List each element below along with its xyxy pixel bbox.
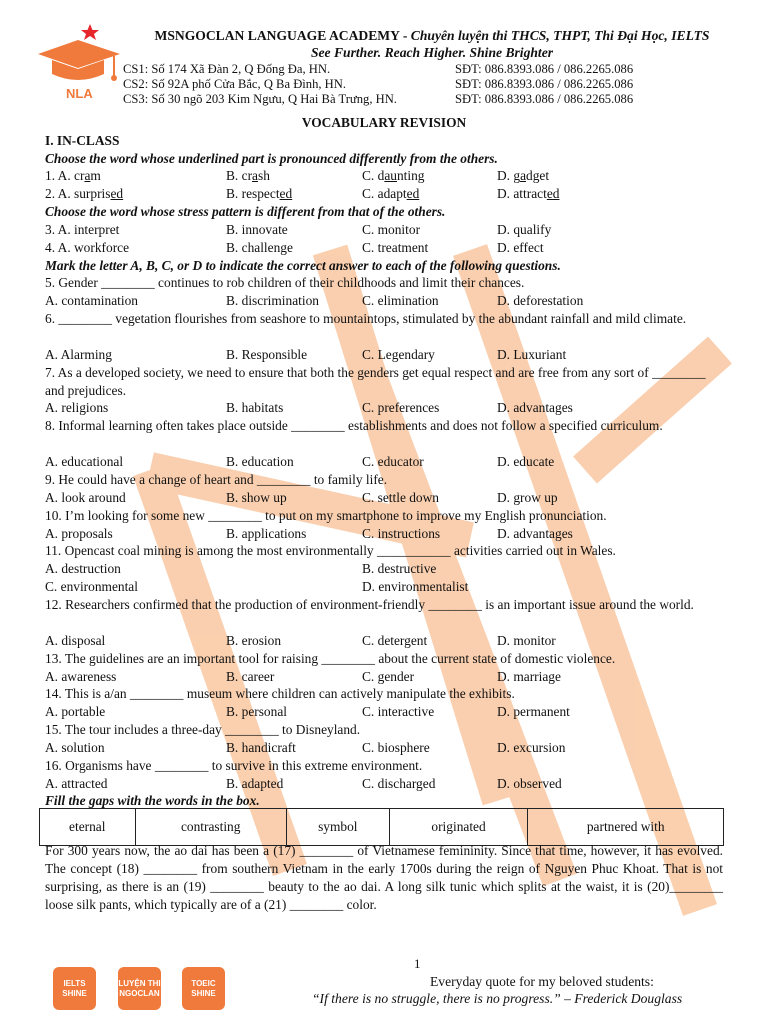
campus-address: CS3: Số 30 ngõ 203 Kim Ngưu, Q Hai Bà Trưng, HN.: [123, 92, 397, 106]
option-d: D. gadget: [497, 168, 550, 183]
academy-heading: MSNGOCLAN LANGUAGE ACADEMY - Chuyên luyện thi THCS, THPT, Thi Đại Học, IELTS: [154, 28, 710, 43]
academy-name: MSNGOCLAN LANGUAGE ACADEMY: [154, 28, 400, 43]
question-stem: 5. Gender ________ continues to rob children of their childhoods and limit their chances.: [45, 275, 525, 290]
option-d: D. effect: [497, 240, 544, 255]
option-c: C. environmental: [45, 579, 138, 594]
option-a: A. attracted: [45, 776, 108, 791]
option-c: C. discharged: [362, 776, 436, 791]
question-row: 3. A. interpret: [45, 222, 120, 237]
campus-address: CS2: Số 92A phố Cửa Bắc, Q Ba Đình, HN.: [123, 77, 347, 91]
campus-phone: SĐT: 086.8393.086 / 086.2265.086: [455, 62, 634, 76]
option-d: D. advantages: [497, 400, 573, 415]
option-c: C. preferences: [362, 400, 440, 415]
campus-address: CS1: Số 174 Xã Đàn 2, Q Đống Đa, HN.: [123, 62, 331, 76]
option-b: B. career: [226, 669, 275, 684]
option-a: A. destruction: [45, 561, 121, 576]
option-d: D. deforestation: [497, 293, 584, 308]
option-b: B. applications: [226, 526, 307, 541]
option-b: B. Responsible: [226, 347, 308, 362]
letterhead: [0, 0, 768, 110]
option-b: B. discrimination: [226, 293, 319, 308]
option-b: B. crash: [226, 168, 270, 183]
question-stem: 7. As a developed society, we need to ensure that both the genders get equal respect and are free from any sort of ________ and prejudices.: [45, 365, 706, 398]
page-number: 1: [414, 956, 421, 971]
option-c: C. gender: [362, 669, 415, 684]
nla-logo: [30, 22, 125, 102]
daily-quote: “If there is no struggle, there is no progress.” – Frederick Douglass: [312, 991, 683, 1006]
campus-phone: SĐT: 086.8393.086 / 086.2265.086: [455, 92, 634, 106]
word-box-cell: contrasting: [135, 809, 286, 846]
academy-motto: See Further. Reach Higher. Shine Brighter: [310, 45, 554, 60]
option-d: D. educate: [497, 454, 555, 469]
question-stem: 8. Informal learning often takes place outside ________ establishments and does not follow a specified curriculum.: [45, 418, 663, 433]
question-stem: 13. The guidelines are an important tool for raising ________ about the current state of domestic violence.: [45, 651, 616, 666]
option-c: C. Legendary: [362, 347, 435, 362]
option-c: C. daunting: [362, 168, 425, 183]
word-box-cell: symbol: [286, 809, 389, 846]
question-stem: 12. Researchers confirmed that the production of environment-friendly ________ is an important issue around the world.: [45, 597, 694, 612]
question-stem: 16. Organisms have ________ to survive in this extreme environment.: [45, 758, 423, 773]
section-heading: I. IN-CLASS: [45, 133, 120, 148]
option-a: A. look around: [45, 490, 126, 505]
question-stem: 14. This is a/an ________ museum where children can actively manipulate the exhibits.: [45, 686, 515, 701]
question-row: 1. A. cram: [45, 168, 101, 183]
option-b: B. adapted: [226, 776, 284, 791]
question-row: 4. A. workforce: [45, 240, 130, 255]
question-stem: 11. Opencast coal mining is among the most environmentally ___________ activities carried out in Wales.: [45, 543, 616, 558]
option-c: C. educator: [362, 454, 424, 469]
option-a: A. contamination: [45, 293, 138, 308]
option-b: B. destructive: [362, 561, 437, 576]
option-c: C. detergent: [362, 633, 428, 648]
option-a: A. awareness: [45, 669, 117, 684]
option-c: C. elimination: [362, 293, 439, 308]
word-box: [39, 808, 724, 846]
option-b: B. erosion: [226, 633, 282, 648]
option-a: A. Alarming: [45, 347, 112, 362]
academy-tagline: Chuyên luyện thi THCS, THPT, Thi Đại Học, IELTS: [410, 28, 710, 43]
option-c: C. instructions: [362, 526, 441, 541]
option-d: D. qualify: [497, 222, 552, 237]
svg-text:NLA: NLA: [66, 86, 93, 101]
instruction-gap-fill: Fill the gaps with the words in the box.: [45, 793, 260, 808]
option-d: D. advantages: [497, 526, 573, 541]
option-a: A. proposals: [45, 526, 113, 541]
document-title: VOCABULARY REVISION: [301, 115, 467, 130]
option-c: C. adapted: [362, 186, 420, 201]
option-b: B. challenge: [226, 240, 293, 255]
option-c: C. treatment: [362, 240, 429, 255]
question-row: 2. A. surprised: [45, 186, 124, 201]
option-b: B. show up: [226, 490, 287, 505]
option-d: D. attracted: [497, 186, 560, 201]
question-stem: 6. ________ vegetation flourishes from seashore to mountaintops, stimulated by the abundant rainfall and mild climate.: [45, 311, 687, 326]
question-stem: 15. The tour includes a three-day ________ to Disneyland.: [45, 722, 361, 737]
option-a: A. religions: [45, 400, 109, 415]
instruction-pronunciation: Choose the word whose underlined part is pronounced differently from the others.: [45, 151, 498, 166]
option-d: D. monitor: [497, 633, 556, 648]
option-a: A. portable: [45, 704, 106, 719]
option-c: C. monitor: [362, 222, 421, 237]
option-b: B. education: [226, 454, 294, 469]
gap-fill-passage: For 300 years now, the ao dai has been a (17) ________ of Vietnamese femininity. Since that time, however, it has evolved. The concept (18) ________ from southern Vietnam in the early 1700s during the reign of Nguyen Phuc Khoat. That is not surprising, as there is an (19) ________ beauty to the ao dai. A long silk tunic which splits at the waist, it is (20)________ loose silk pants, which typically are of a (21) ________ color.: [45, 843, 723, 912]
option-d: D. Luxuriant: [497, 347, 567, 362]
quote-intro: Everyday quote for my beloved students:: [430, 974, 654, 989]
word-box-cell: originated: [389, 809, 528, 846]
option-d: D. marriage: [497, 669, 561, 684]
option-b: B. personal: [226, 704, 287, 719]
luyen-thi-ngoclan-badge: LUYỆN THI NGOCLAN: [118, 967, 161, 1010]
word-box-cell: partnered with: [528, 809, 724, 846]
option-b: B. habitats: [226, 400, 284, 415]
option-c: C. biosphere: [362, 740, 430, 755]
option-d: D. permanent: [497, 704, 570, 719]
campus-phone: SĐT: 086.8393.086 / 086.2265.086: [455, 77, 634, 91]
instruction-mcq: Mark the letter A, B, C, or D to indicate the correct answer to each of the following questions.: [45, 258, 561, 273]
option-c: C. settle down: [362, 490, 439, 505]
toeic-shine-badge: TOEIC SHINE: [182, 967, 225, 1010]
option-b: B. handicraft: [226, 740, 296, 755]
option-a: A. solution: [45, 740, 105, 755]
ielts-shine-badge: IELTS SHINE: [53, 967, 96, 1010]
option-d: D. grow up: [497, 490, 558, 505]
option-a: A. educational: [45, 454, 124, 469]
question-stem: 9. He could have a change of heart and ________ to family life.: [45, 472, 388, 487]
option-a: A. disposal: [45, 633, 106, 648]
option-b: B. respected: [226, 186, 293, 201]
option-d: D. environmentalist: [362, 579, 469, 594]
word-box-cell: eternal: [40, 809, 136, 846]
option-c: C. interactive: [362, 704, 435, 719]
option-d: D. excursion: [497, 740, 566, 755]
question-stem: 10. I’m looking for some new ________ to put on my smartphone to improve my English pronunciation.: [45, 508, 607, 523]
instruction-stress: Choose the word whose stress pattern is different from that of the others.: [45, 204, 446, 219]
option-b: B. innovate: [226, 222, 288, 237]
option-d: D. observed: [497, 776, 562, 791]
